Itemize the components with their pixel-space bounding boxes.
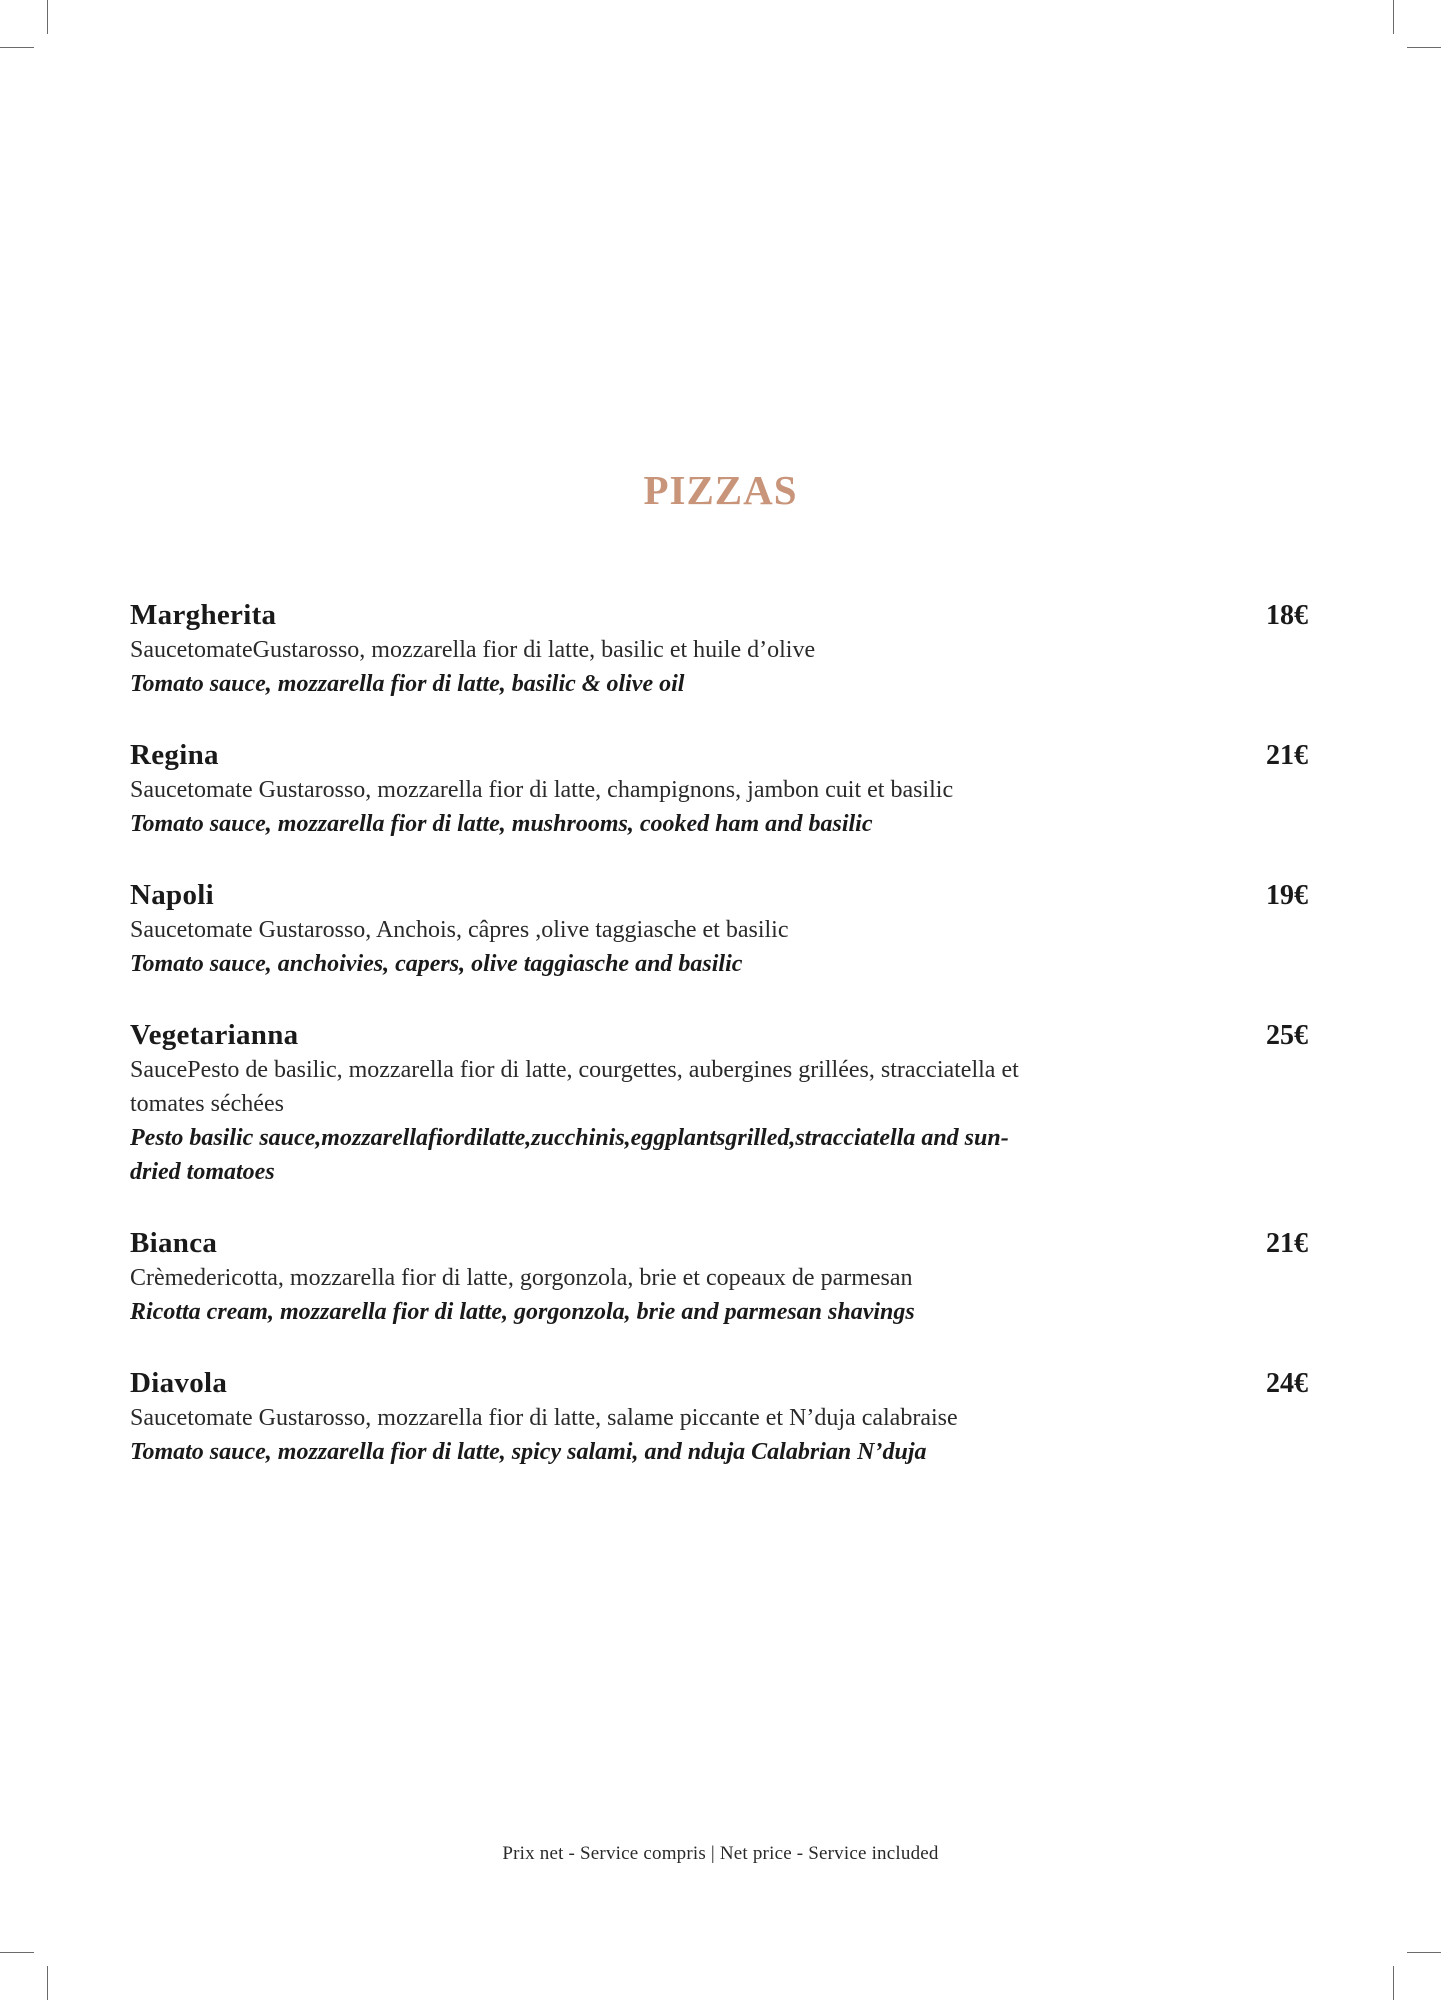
crop-mark-bottom-left-vertical [47,1966,48,2000]
menu-item-napoli [130,877,1310,981]
item-name: Bianca [130,1227,218,1259]
crop-mark-bottom-right-vertical [1393,1966,1394,2000]
crop-mark-bottom-left-horizontal [0,1952,34,1953]
item-description-en: Ricotta cream, mozzarella fior di latte, gorgonzola, brie and parmesan shavings [130,1299,915,1325]
item-description-fr: SaucePesto de basilic, mozzarella fior di latte, courgettes, aubergines grillées, stracciatella et tomates séchées [130,1057,1019,1117]
crop-mark-top-right-vertical [1393,0,1394,34]
item-price: 24€ [1266,1368,1308,1399]
item-price: 18€ [1266,600,1308,631]
item-price: 25€ [1266,1020,1308,1051]
pizza-menu-list [130,597,1310,1505]
item-description-fr: SaucetomateGustarosso, mozzarella fior di latte, basilic et huile d’olive [130,637,816,663]
item-price: 21€ [1266,1228,1308,1259]
item-name: Vegetarianna [130,1019,299,1051]
crop-mark-top-right-horizontal [1407,47,1441,48]
menu-item-bianca [130,1225,1310,1329]
menu-item-margherita [130,597,1310,701]
item-description-fr: Saucetomate Gustarosso, Anchois, câpres ,olive taggiasche et basilic [130,917,789,943]
menu-item-vegetarianna [130,1017,1310,1189]
crop-mark-bottom-right-horizontal [1407,1952,1441,1953]
item-description-en: Tomato sauce, mozzarella fior di latte, basilic & olive oil [130,671,685,697]
item-name: Diavola [130,1367,228,1399]
item-description-fr: Saucetomate Gustarosso, mozzarella fior di latte, champignons, jambon cuit et basilic [130,777,954,803]
item-price: 21€ [1266,740,1308,771]
item-description-en: Tomato sauce, mozzarella fior di latte, spicy salami, and nduja Calabrian N’duja [130,1439,927,1465]
menu-item-diavola [130,1365,1310,1469]
menu-title: PIZZAS [643,467,798,513]
crop-mark-top-left-horizontal [0,47,34,48]
item-price: 19€ [1266,880,1308,911]
menu-item-regina [130,737,1310,841]
item-description-en: Tomato sauce, anchoivies, capers, olive taggiasche and basilic [130,951,743,977]
price-note-footer: Prix net - Service compris | Net price - Service included [502,1843,939,1864]
item-name: Margherita [130,599,277,631]
item-description-en: Tomato sauce, mozzarella fior di latte, mushrooms, cooked ham and basilic [130,811,873,837]
crop-mark-top-left-vertical [47,0,48,34]
item-description-fr: Crèmedericotta, mozzarella fior di latte, gorgonzola, brie et copeaux de parmesan [130,1265,913,1291]
item-description-en: Pesto basilic sauce,mozzarellafiordilatte,zucchinis,eggplantsgrilled,stracciatella and sun-dried tomatoes [130,1125,1009,1185]
item-name: Napoli [130,879,214,911]
item-name: Regina [130,739,219,771]
item-description-fr: Saucetomate Gustarosso, mozzarella fior di latte, salame piccante et N’duja calabraise [130,1405,958,1431]
